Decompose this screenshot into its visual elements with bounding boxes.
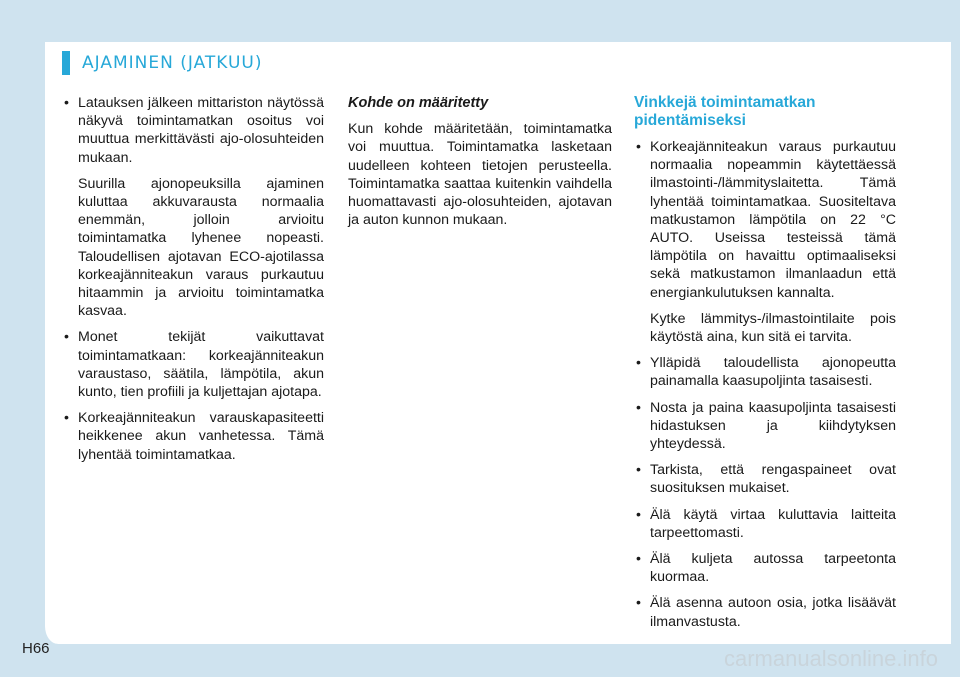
page-number: H66 [22,640,50,657]
section-title: AJAMINEN (JATKUU) [82,53,263,73]
list-item-text: Ylläpidä taloudellista ajonopeutta painamalla kaasupoljinta tasaisesti. [650,355,896,390]
bullet-icon: • [636,551,641,568]
bullet-icon: • [64,329,69,346]
list-item-text: Suurilla ajonopeuksilla ajaminen kuluttaa akkuvarausta normaalia enemmän, jolloin arvioitu toimintamatka lyhenee nopeasti. Taloudellisen ajotavan ECO-ajotilassa korkeajänniteakun varaus purkautuu hitaammin ja arvioitu toimintamatka kasvaa. [78,175,324,320]
list-item [634,461,896,497]
list-item-text: Latauksen jälkeen mittariston näytössä näkyvä toimintamatkan osoitus voi muuttua merkittävästi ajo-olosuhteiden mukaan. [78,95,324,166]
tips-list [634,138,896,631]
list-item-text: Nosta ja paina kaasupoljinta tasaisesti hidastuksen ja kiihdytyksen yhteydessä. [650,399,896,453]
bullet-icon: • [636,355,641,372]
list-item [634,594,896,630]
list-item-text: Älä käytä virtaa kuluttavia laitteita tarpeettomasti. [650,506,896,541]
bullet-icon: • [636,595,641,612]
body-paragraph: Kun kohde määritetään, toimintamatka voi muuttua. Toimintamatka lasketaan uudelleen kohteen tietojen perusteella. Toimintamatka saattaa kuitenkin vaihdella huomattavasti ajo-olosuhteiden, ajotavan ja auton kunnon mukaan. [348,121,612,229]
bullet-icon: • [64,410,69,427]
watermark: carmanualsonline.info [723,646,938,671]
bullet-icon: • [636,139,641,155]
bullet-icon: • [64,95,69,111]
list-item [62,328,324,401]
column-middle [348,94,612,229]
tips-heading: Vinkkejä toimintamatkan pidentämiseksi [634,94,816,129]
list-item-text: Korkeajänniteakun varaus purkautuu normaalia nopeammin käytettäessä ilmastointi-/lämmityslaitetta. Tämä lyhentää toimintamatkaa. Suositeltava matkustamon lämpötila on 22 °C AUTO. Useissa testeissä tämä lämpötila on havaittu optimaaliseksi sekä matkustamon ilmanlaadun että energiankulutuksen kannalta. [650,139,896,301]
list-item [634,354,896,390]
bullet-list [62,94,324,464]
list-item-text: Älä kuljeta autossa tarpeetonta kuormaa. [650,551,896,586]
column-right [634,94,896,639]
list-item [62,94,324,320]
list-item-text: Tarkista, että rengaspaineet ovat suosituksen mukaiset. [650,462,896,497]
list-item [634,550,896,586]
subsection-heading: Kohde on määritetty [348,95,489,111]
section-header [62,50,262,76]
bullet-icon: • [636,462,641,479]
list-item-text: Monet tekijät vaikuttavat toimintamatkaan: korkeajänniteakun varaustaso, säätila, lämpötila, akun kunto, tien profiili ja kuljettajan ajotapa. [78,329,324,401]
column-left [62,94,324,472]
list-item-text: Kytke lämmitys-/ilmastointilaite pois käytöstä aina, kun sitä ei tarvita. [650,310,896,346]
list-item [634,399,896,454]
list-item [634,138,896,346]
bullet-icon: • [636,399,641,416]
list-item [634,506,896,542]
list-item [62,409,324,464]
header-accent-bar [62,51,70,75]
list-item-text: Älä asenna autoon osia, jotka lisäävät ilmanvastusta. [650,595,896,630]
list-item-text: Korkeajänniteakun varauskapasiteetti heikkenee akun vanhetessa. Tämä lyhentää toimintamatkaa. [78,410,324,463]
bullet-icon: • [636,506,641,523]
